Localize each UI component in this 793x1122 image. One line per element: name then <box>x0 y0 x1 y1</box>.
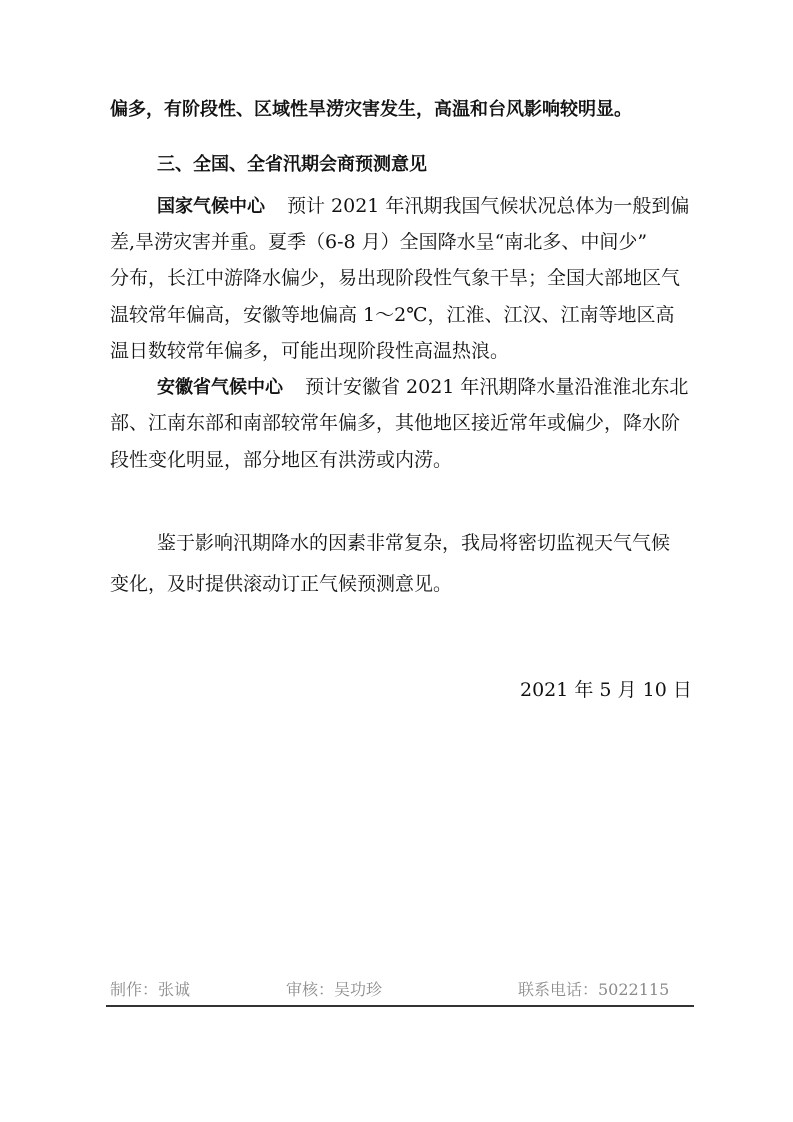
closing-paragraph-line-2: 变化，及时提供滚动订正气候预测意见。 <box>110 573 453 595</box>
national-paragraph-line-4: 温较常年偏高，安徽等地偏高 1～2℃，江淮、江汉、江南等地区高 <box>110 304 675 326</box>
section-heading: 三、全国、全省汛期会商预测意见 <box>157 154 427 175</box>
national-label: 国家气候中心 <box>157 196 265 217</box>
national-text-1: 预计 2021 年汛期我国气候状况总体为一般到偏 <box>287 195 690 217</box>
national-paragraph-line-1 <box>110 194 737 219</box>
provincial-text-1: 预计安徽省 2021 年汛期降水量沿淮淮北东北 <box>305 376 689 398</box>
footer-reviewer: 审核：吴功珍 <box>286 980 383 999</box>
national-paragraph-line-3: 分布，长江中游降水偏少，易出现阶段性气象干旱；全国大部地区气 <box>110 267 681 289</box>
national-paragraph-line-5: 温日数较常年偏多，可能出现阶段性高温热浪。 <box>110 340 510 362</box>
national-paragraph-line-2: 差,旱涝灾害并重。夏季（6-8 月）全国降水呈“南北多、中间少” <box>110 231 648 253</box>
provincial-label: 安徽省气候中心 <box>157 377 283 398</box>
document-date: 2021 年 5 月 10 日 <box>520 679 692 701</box>
provincial-paragraph-line-1 <box>110 375 737 400</box>
footer-contact: 联系电话：5022115 <box>518 980 670 999</box>
footer-author: 制作：张诚 <box>110 980 191 999</box>
document-footer <box>110 975 692 1003</box>
closing-paragraph-line-1: 鉴于影响汛期降水的因素非常复杂，我局将密切监视天气气候 <box>157 532 671 554</box>
provincial-paragraph-line-2: 部、江南东部和南部较常年偏多，其他地区接近常年或偏少，降水阶 <box>110 412 681 434</box>
paragraph-continuation: 偏多，有阶段性、区域性旱涝灾害发生，高温和台风影响较明显。 <box>110 99 632 120</box>
footer-divider <box>106 1005 694 1007</box>
provincial-paragraph-line-3: 段性变化明显，部分地区有洪涝或内涝。 <box>110 449 453 471</box>
